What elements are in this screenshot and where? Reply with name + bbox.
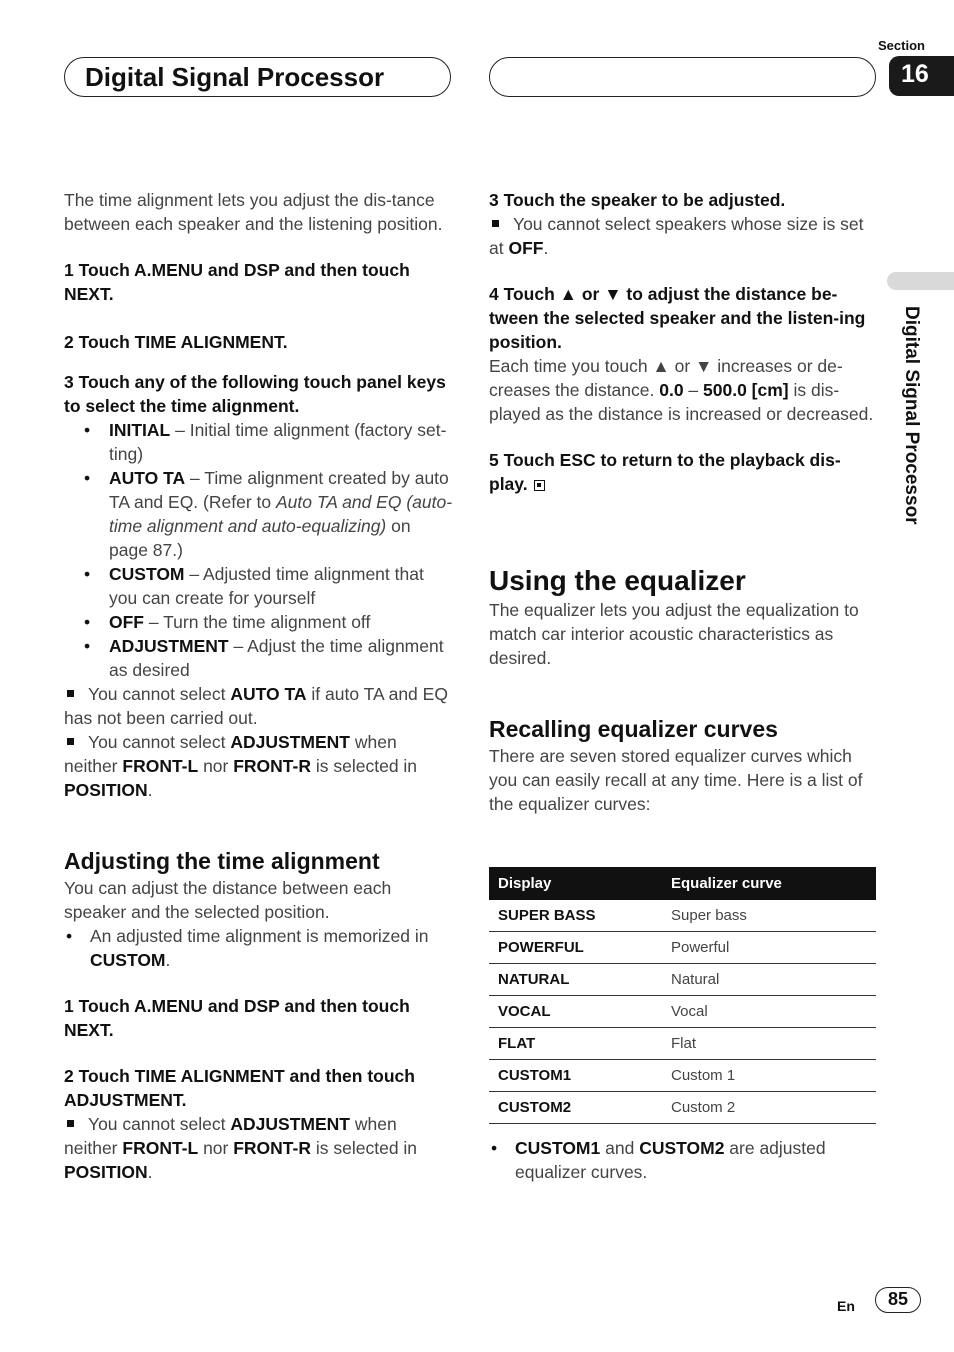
language-label: En bbox=[837, 1298, 855, 1314]
section-number-badge: 16 bbox=[889, 56, 954, 96]
right-step-5: 5 Touch ESC to return to the playback dis-play. bbox=[489, 450, 841, 494]
end-mark-icon bbox=[534, 480, 545, 491]
table-row: CUSTOM1 Custom 1 bbox=[489, 1060, 876, 1092]
right-step-4: 4 Touch ▲ or ▼ to adjust the distance be-tween the selected speaker and the listen-ing position. bbox=[489, 284, 866, 352]
step-4-body: Each time you touch ▲ or ▼ increases or de-creases the distance. 0.0 – 500.0 [cm] is dis-played as the distance is increased or decreased. bbox=[489, 356, 874, 424]
option-initial: • INITIAL – Initial time alignment (factory set-ting) bbox=[84, 420, 447, 464]
adjusting-heading: Adjusting the time alignment bbox=[64, 848, 380, 874]
header-empty-frame bbox=[489, 57, 876, 97]
step-3: 3 Touch any of the following touch panel keys to select the time alignment. bbox=[64, 372, 446, 416]
table-row: FLAT Flat bbox=[489, 1028, 876, 1060]
note-adjustment: You cannot select ADJUSTMENT when neither FRONT-L nor FRONT-R is selected in POSITION. bbox=[64, 732, 418, 800]
table-row: CUSTOM2 Custom 2 bbox=[489, 1092, 876, 1124]
page-number: 85 bbox=[875, 1287, 921, 1313]
option-auto-ta: • AUTO TA – Time alignment created by auto TA and EQ. (Refer to Auto TA and EQ (auto-time alignment and auto-equalizing) on page 87.) bbox=[84, 468, 453, 560]
section-label: Section bbox=[878, 38, 925, 53]
note-auto-ta: You cannot select AUTO TA if auto TA and EQ has not been carried out. bbox=[64, 684, 448, 728]
final-bullet-block bbox=[489, 1136, 879, 1184]
table-row: VOCAL Vocal bbox=[489, 996, 876, 1028]
page-title: Digital Signal Processor bbox=[85, 62, 385, 92]
intro-paragraph: The time alignment lets you adjust the dis-tance between each speaker and the listening position. bbox=[64, 190, 443, 234]
equalizer-intro: The equalizer lets you adjust the equalization to match car interior acoustic characteristics as desired. bbox=[489, 600, 859, 668]
option-off: • OFF – Turn the time alignment off bbox=[84, 612, 371, 632]
option-adjustment: • ADJUSTMENT – Adjust the time alignment as desired bbox=[84, 636, 444, 680]
table-row: POWERFUL Powerful bbox=[489, 932, 876, 964]
right-step-3: 3 Touch the speaker to be adjusted. bbox=[489, 190, 786, 210]
side-tab-marker bbox=[887, 272, 954, 290]
table-header-curve: Equalizer curve bbox=[662, 867, 876, 900]
equalizer-heading: Using the equalizer bbox=[489, 565, 746, 596]
table-row: NATURAL Natural bbox=[489, 964, 876, 996]
table-header-row bbox=[489, 867, 876, 900]
recalling-intro: There are seven stored equalizer curves which you can easily recall at any time. Here is a list of the equalizer curves: bbox=[489, 746, 863, 814]
option-custom: • CUSTOM – Adjusted time alignment that you can create for yourself bbox=[84, 564, 424, 608]
side-chapter-label: Digital Signal Processor bbox=[901, 306, 922, 525]
step-2: 2 Touch TIME ALIGNMENT. bbox=[64, 332, 288, 352]
adjusting-bullet: • An adjusted time alignment is memorized in CUSTOM. bbox=[66, 926, 429, 970]
left-column bbox=[64, 188, 454, 1184]
adjusting-step-2: 2 Touch TIME ALIGNMENT and then touch ADJUSTMENT. bbox=[64, 1066, 415, 1110]
adjusting-step-1: 1 Touch A.MENU and DSP and then touch NEXT. bbox=[64, 996, 410, 1040]
table-row: SUPER BASS Super bass bbox=[489, 900, 876, 932]
note-speaker-off: You cannot select speakers whose size is set at OFF. bbox=[489, 214, 864, 258]
step-1: 1 Touch A.MENU and DSP and then touch NEXT. bbox=[64, 260, 410, 304]
adjusting-intro: You can adjust the distance between each speaker and the selected position. bbox=[64, 878, 392, 922]
header-title-frame bbox=[64, 57, 451, 97]
recalling-heading: Recalling equalizer curves bbox=[489, 716, 778, 742]
equalizer-curve-table bbox=[489, 867, 876, 1124]
custom-curves-bullet: • CUSTOM1 and CUSTOM2 are adjusted equalizer curves. bbox=[491, 1138, 826, 1182]
note-adjustment-2: You cannot select ADJUSTMENT when neither FRONT-L nor FRONT-R is selected in POSITION. bbox=[64, 1114, 418, 1182]
table-header-display: Display bbox=[489, 867, 662, 900]
right-column bbox=[489, 188, 879, 816]
